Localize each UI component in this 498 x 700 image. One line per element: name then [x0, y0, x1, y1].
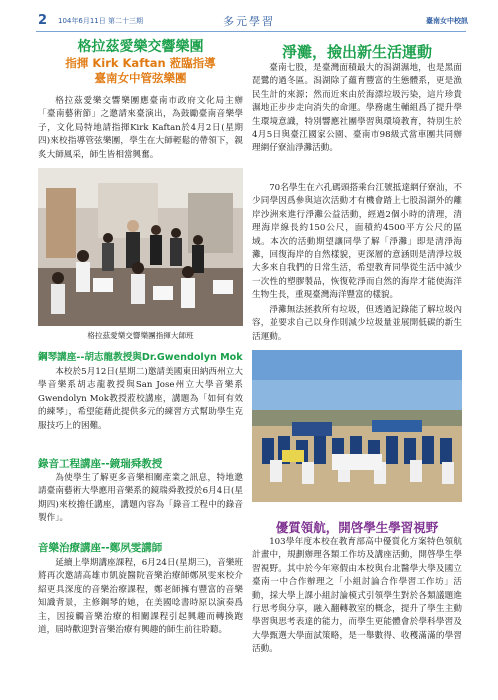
article6-body: 103學年度本校在教育部高中優質化方案特色領航計畫中，規劃辦理各類工作坊及講座活動，開啓學生學習視野。其中於今年寒假由本校與台北醫學大學及國立臺南一中合作辦理之「小組討論合作學習工作坊」活動，採大學上課小組討論模式引領學生對於各類議題進行思考與分享，融入翻轉教室的概念，提升了學生主動學習與思考表達的能力，而學生更能體會於學科學習及大學甄選大學面試策略，是一舉數得、收穫滿滿的學習活動。: [252, 537, 462, 655]
article1-title: [38, 39, 243, 86]
article5-body2: 70名學生在六孔碼頭搭乘台江號抵達網仔寮汕，不少同學因爲參與這次活動才有機會踏上七股潟湖外的離岸沙洲來進行淨灘公益活動，經過2個小時的清理，清理海岸線長約150公尺，面積約4500平方公尺的區域。本次的活動期望讓同學了解「淨灘」即是清淨海灘，回復海岸的自然樣貌，更深層的意涵則是清淨垃圾大多來自我們的日常生活，希望教育同學從生活中減少一次性的塑膠製品，恢復乾淨而自然的海岸才能使海洋生物生長，重現臺灣海洋豐富的樣貌。: [252, 183, 462, 301]
article3-title: 錄音工程講座--鏡瑞舜教授: [38, 458, 163, 470]
article2-title: 鋼琴講座--胡志龍教授與Dr.Gwendolyn Mok: [38, 352, 243, 363]
article1-title-line1: 格拉茲愛樂交響樂團: [77, 39, 204, 55]
article4-body: 延續上學期講座課程，6月24日(星期三)，音樂班將再次邀請高雄市凱旋醫院音樂治療師鄭夙雯來校介紹更具深度的音樂治療課程，鄭老師擁有豐富的音樂知識背景，主修鋼琴的她，在美國唸書時原以演奏爲主，因接觸音樂治療的相關課程引起興趣而轉換跑道，屆時歡迎對音樂治療有興趣的師生前往聆聽。: [38, 558, 243, 636]
header-divider: [36, 31, 466, 32]
orchestra-photo: [38, 168, 243, 326]
page-header: [0, 0, 498, 30]
article4-title: 音樂治療講座--鄭夙雯講師: [38, 542, 163, 554]
article6-title: 優質領航，開啓學生學習視野: [275, 520, 439, 535]
orchestra-photo-caption: 格拉茲愛樂交響樂團指揮大師班: [87, 331, 194, 340]
article1-title-line2: 指揮 Kirk Kaftan 蒞臨指導: [65, 56, 216, 70]
article3-body: 為使學生了解更多音樂相關產業之訊息，特地邀請臺南藝術大學應用音樂系的鏡瑞舜教授於6月4日(星期四)來校擔任講座，講題內容為「錄音工程中的錄音製作」。: [38, 473, 243, 524]
section-title: 多元學習: [223, 15, 275, 28]
issue-date: 104年6月11日 第二十三期: [58, 17, 143, 25]
publication-name: 臺南女中校訊: [426, 17, 468, 25]
article2-body: 本校於5月12日(星期二)邀請美國東田納西州立大學音樂系胡志龍教授與San Jose州立大學音樂系Gwendolyn Mok教授蒞校講座，講題為「如何有效的練琴」，希望能藉此提供多元的練習方式幫助學生克服技巧上的困難。: [38, 367, 243, 431]
page-number: 2: [38, 13, 48, 28]
article5-title: 淨灘，撿出新生活運動: [281, 43, 432, 61]
article5-body1: 臺南七股，是臺灣面積最大的潟湖濕地，也是黑面琵鷺的過冬區。潟湖除了蘊育豐富的生態體系，更是漁民生計的來源；然而近來由於海漂垃圾污染，這片珍貴濕地正步步走向消失的命運。學務處生輔組爲了提升學生環境意識，特別響應社團學習與環境教育，特別生於4月5日與臺江國家公園、臺南市98級式當車團共同辦理網仔寮汕淨灘活動。: [252, 63, 462, 154]
article1-title-line3: 臺南女中管弦樂團: [94, 71, 187, 85]
article1-body: 格拉茲愛樂交響樂團應臺南市政府文化局主辦「臺南藝術節」之邀請來臺演出，為鼓勵臺南音樂學子，文化局特地請指揮Kirk Kaftan於4月2日(星期四)來校指導管弦樂團，學生在大師輕鬆的帶領下，親炙大師風采，師生皆相當興奮。: [38, 96, 243, 160]
article5-body3: 淨灘無法拯救所有垃圾，但透過記錄能了解垃圾內容，並要求自己以身作則減少垃圾量並展開低碳的新生活運動。: [252, 305, 462, 342]
beach-cleanup-photo: [252, 350, 462, 502]
